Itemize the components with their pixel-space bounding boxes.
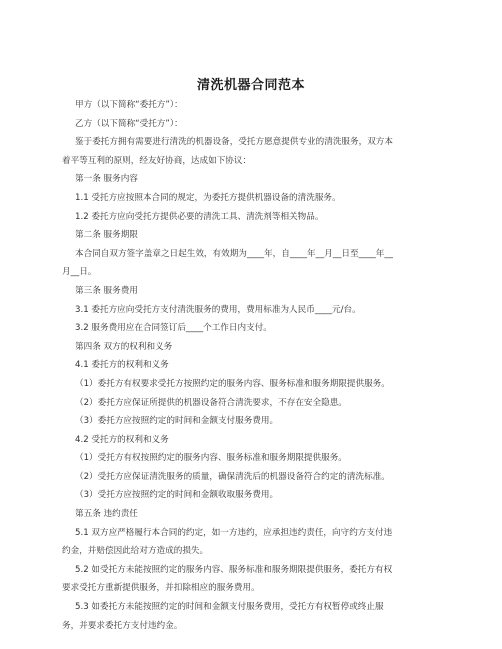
clause-3-2: 3.2 服务费用应在合同签订后____个工作日内支付。 bbox=[75, 323, 272, 334]
preamble-line-2: 着平等互利的原则，经友好协商，达成如下协议： bbox=[62, 155, 252, 166]
document-body bbox=[62, 96, 440, 635]
party-a-line: 甲方（以下简称“委托方”）： bbox=[75, 100, 183, 110]
clause-4-2-heading: 4.2 受托方的权利和义务 bbox=[75, 434, 169, 445]
preamble-line-1: 鉴于委托方拥有需要进行清洗的机器设备，受托方愿意提供专业的清洗服务，双方本 bbox=[75, 137, 393, 148]
clause-4-1-item-1: （1）委托方有权要求受托方按照约定的服务内容、服务标准和服务期限提供服务。 bbox=[75, 378, 390, 389]
article-4-heading: 第四条 双方的权利和义务 bbox=[75, 341, 173, 352]
clause-4-1-item-2: （2）委托方应保证所提供的机器设备符合清洗要求，不存在安全隐患。 bbox=[75, 397, 347, 408]
article-2-heading: 第二条 服务期限 bbox=[75, 230, 138, 241]
clause-5-1-line-1: 5.1 双方应严格履行本合同的约定，如一方违约，应承担违约责任，向守约方支付违 bbox=[75, 527, 393, 538]
term-line-2: 月__日。 bbox=[62, 267, 97, 278]
clause-3-1: 3.1 委托方应向受托方支付清洗服务的费用，费用标准为人民币____元/台。 bbox=[75, 304, 361, 315]
clause-5-1-line-2: 约金，并赔偿因此给对方造成的损失。 bbox=[62, 546, 209, 557]
clause-5-2-line-2: 要求受托方重新提供服务，并扣除相应的服务费用。 bbox=[62, 583, 260, 594]
clause-5-2-line-1: 5.2 如受托方未能按照约定的服务内容、服务标准和服务期限提供服务，委托方有权 bbox=[75, 564, 393, 575]
article-3-heading: 第三条 服务费用 bbox=[75, 285, 138, 296]
clause-4-1-item-3: （3）委托方应按照约定的时间和金额支付服务费用。 bbox=[75, 416, 279, 427]
clause-4-2-item-3: （3）受托方应按照约定的时间和金额收取服务费用。 bbox=[75, 490, 279, 501]
clause-1-1: 1.1 受托方应按照本合同的规定，为委托方提供机器设备的清洗服务。 bbox=[75, 192, 341, 203]
term-line-1: 本合同自双方签字盖章之日起生效，有效期为____年，自____年__月__日至____年__ bbox=[75, 248, 393, 259]
clause-5-3-line-2: 务，并要求委托方支付违约金。 bbox=[62, 620, 183, 631]
clause-5-3-line-1: 5.3 如委托方未能按照约定的时间和金额支付服务费用，受托方有权暂停或终止服 bbox=[75, 602, 384, 613]
document-title: 清洗机器合同范本 bbox=[196, 78, 305, 93]
clause-4-1-heading: 4.1 委托方的权利和义务 bbox=[75, 360, 169, 371]
clause-1-2: 1.2 委托方应向受托方提供必要的清洗工具、清洗剂等相关物品。 bbox=[75, 211, 324, 222]
article-1-heading: 第一条 服务内容 bbox=[75, 174, 138, 185]
article-5-heading: 第五条 违约责任 bbox=[75, 509, 138, 520]
clause-4-2-item-2: （2）受托方应保证清洗服务的质量，确保清洗后的机器设备符合约定的清洗标准。 bbox=[75, 471, 390, 482]
clause-4-2-item-1: （1）受托方有权按照约定的服务内容、服务标准和服务期限提供服务。 bbox=[75, 453, 347, 464]
party-b-line: 乙方（以下简称“受托方”）： bbox=[75, 118, 183, 129]
